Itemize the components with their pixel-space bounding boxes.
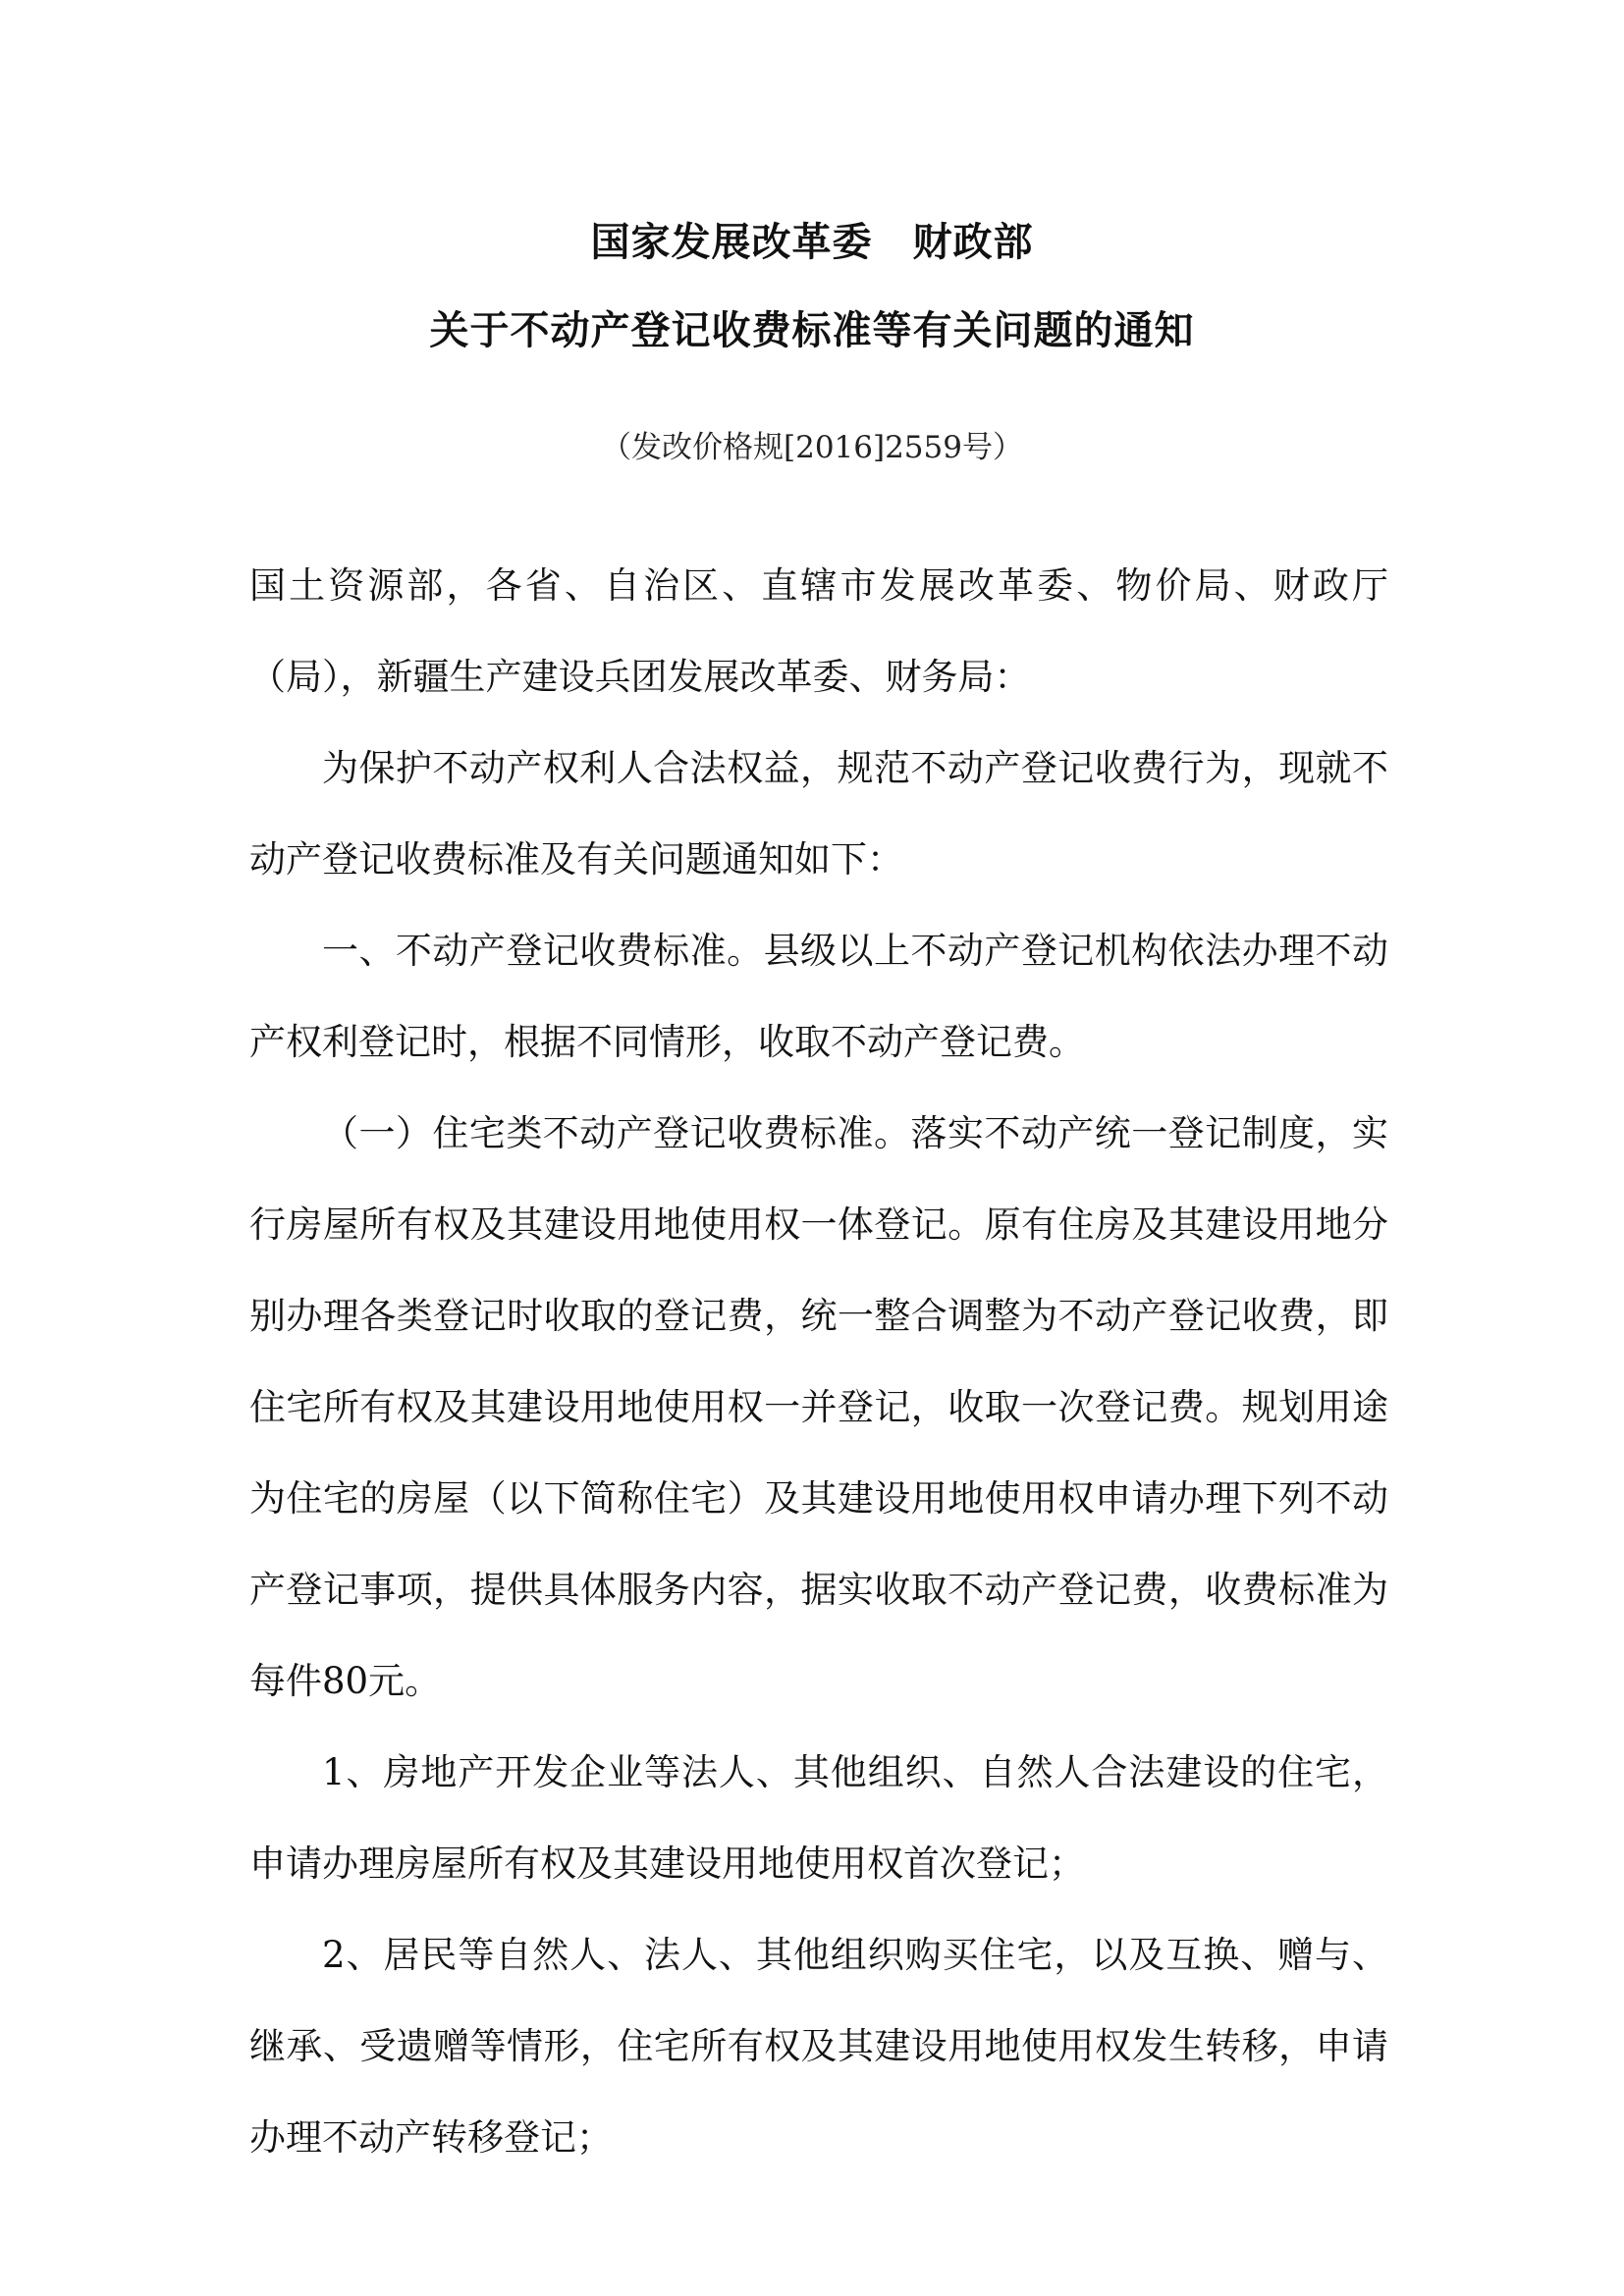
document-body: [249, 540, 1388, 2183]
paragraph-intro: 为保护不动产权利人合法权益，规范不动产登记收费行为，现就不动产登记收费标准及有关问题通知如下：: [249, 747, 1388, 881]
addressee: 国土资源部，各省、自治区、直辖市发展改革委、物价局、财政厅（局），新疆生产建设兵团发展改革委、财务局：: [249, 564, 1388, 698]
document-title-line-1: 国家发展改革委 财政部: [590, 220, 1034, 265]
paragraph-section-1: 一、不动产登记收费标准。县级以上不动产登记机构依法办理不动产权利登记时，根据不同情形，收取不动产登记费。: [249, 930, 1388, 1063]
document-number: （发改价格规[2016]2559号）: [601, 430, 1023, 465]
paragraph-item-2: 2、居民等自然人、法人、其他组织购买住宅，以及互换、赠与、继承、受遗赠等情形，住宅所有权及其建设用地使用权发生转移，申请办理不动产转移登记；: [249, 1934, 1388, 2159]
paragraph-item-1: 1、房地产开发企业等法人、其他组织、自然人合法建设的住宅，申请办理房屋所有权及其建设用地使用权首次登记；: [249, 1751, 1388, 1885]
paragraph-residential-standard: （一）住宅类不动产登记收费标准。落实不动产统一登记制度，实行房屋所有权及其建设用地使用权一体登记。原有住房及其建设用地分别办理各类登记时收取的登记费，统一整合调整为不动产登记收费，即住宅所有权及其建设用地使用权一并登记，收取一次登记费。规划用途为住宅的房屋（以下简称住宅）及其建设用地使用权申请办理下列不动产登记事项，提供具体服务内容，据实收取不动产登记费，收费标准为每件80元。: [249, 1112, 1388, 1702]
document-title-line-2: 关于不动产登记收费标准等有关问题的通知: [429, 308, 1195, 353]
